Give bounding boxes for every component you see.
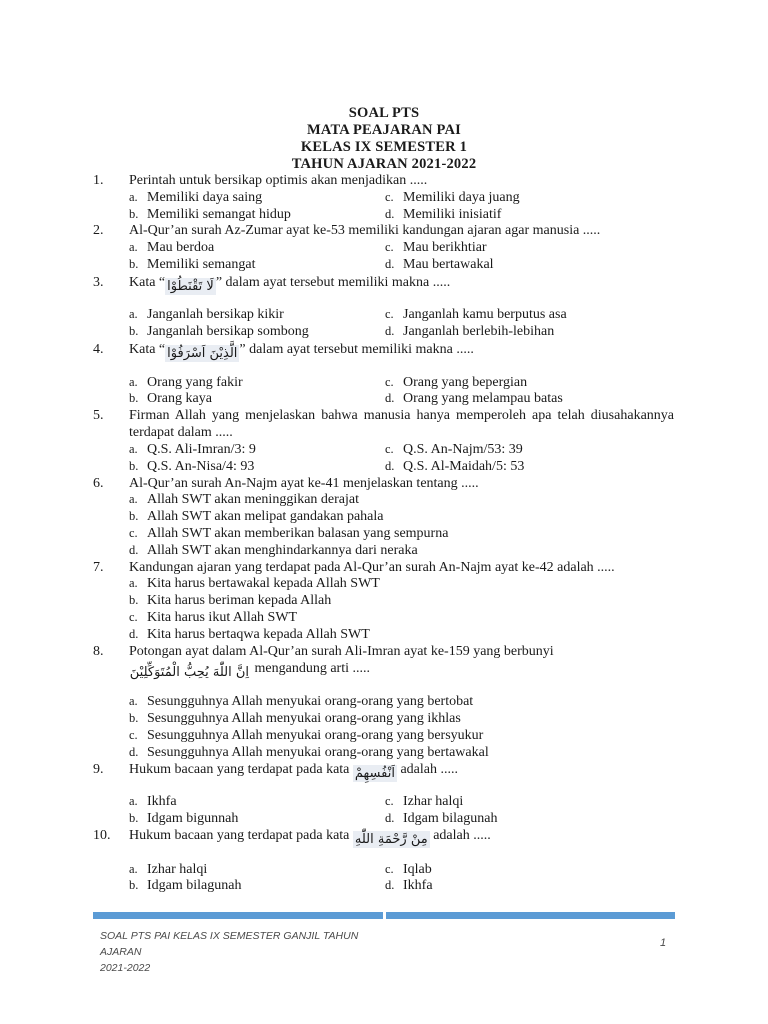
question-number: 2. [93,223,104,238]
option-d: d. Allah SWT akan menghindarkannya dari neraka [129,543,418,558]
option-b: b. Janganlah bersikap sombong [129,324,309,339]
question-number: 8. [93,644,104,659]
question-text: Hukum bacaan yang terdapat pada kata اَنْفُسِهِمْ adalah ..... [129,762,458,781]
option-b: b. Idgam bilagunah [129,878,242,893]
question-text: Al-Qur’an surah An-Najm ayat ke-41 menjelaskan tentang ..... [129,476,479,491]
option-a: a. Memiliki daya saing [129,190,263,205]
option-c: c. Iqlab [385,862,432,877]
option-c: c. Kita harus ikut Allah SWT [129,610,298,625]
option-b: b. Memiliki semangat hidup [129,207,291,222]
question-text: Kata “ لَا تَقْنَطُوْا ” dalam ayat tersebut memiliki makna ..... [129,275,451,294]
option-b: b. Kita harus beriman kepada Allah [129,593,332,608]
question-text: Hukum bacaan yang terdapat pada kata مِنْ رَّحْمَةِ اللّٰهِ adalah ..... [129,828,491,847]
option-d: d. Idgam bilagunah [385,811,498,826]
question-text: Kandungan ajaran yang terdapat pada Al-Qur’an surah An-Najm ayat ke-42 adalah ..... [129,560,615,575]
question-number: 4. [93,342,104,357]
question-number: 6. [93,476,104,491]
question-text: Al-Qur’an surah Az-Zumar ayat ke-53 memiliki kandungan ajaran agar manusia ..... [129,223,601,238]
arabic-phrase: الَّذِيْنَ اَسْرَفُوْا [167,346,238,361]
option-d: d. Q.S. Al-Maidah/5: 53 [385,459,525,474]
question-number: 1. [93,173,104,188]
title-line-2: MATA PEAJARAN PAI [306,122,462,138]
footer-line-2: 2021-2022 [100,962,151,974]
arabic-phrase: مِنْ رَّحْمَةِ اللّٰهِ [354,832,428,847]
option-c: c. Q.S. An-Najm/53: 39 [385,442,523,457]
question-number: 5. [93,408,104,423]
option-c: c. Mau berikhtiar [385,240,487,255]
page-number: 1 [660,937,667,949]
title-line-1: SOAL PTS [348,105,420,121]
arabic-phrase: اِنَّ اللّٰهَ يُحِبُّ الْمُتَوَكِّلِيْنَ [129,665,249,680]
option-d: d. Janganlah berlebih-lebihan [385,324,555,339]
option-b: b. Allah SWT akan melipat gandakan pahala [129,509,384,524]
option-a: a. Sesungguhnya Allah menyukai orang-orang yang bertobat [129,694,474,709]
option-c: c. Memiliki daya juang [385,190,520,205]
question-number: 10. [93,828,111,843]
footer-text [100,928,390,976]
option-a: a. Janganlah bersikap kikir [129,307,284,322]
option-b: b. Orang kaya [129,391,212,406]
option-b: b. Sesungguhnya Allah menyukai orang-orang yang ikhlas [129,711,461,726]
option-c: c. Allah SWT akan memberikan balasan yang sempurna [129,526,449,541]
option-d: d. Mau bertawakal [385,257,494,272]
option-d: d. Kita harus bertaqwa kepada Allah SWT [129,627,370,642]
question-text: Kata “ الَّذِيْنَ اَسْرَفُوْا ” dalam ayat tersebut memiliki makna ..... [129,342,474,361]
option-d: d. Sesungguhnya Allah menyukai orang-orang yang bertawakal [129,745,489,760]
title-line-4: TAHUN AJARAN 2021-2022 [291,156,477,172]
footer-divider-bar [93,912,675,919]
option-c: c. Izhar halqi [385,794,464,809]
option-a: a. Q.S. Ali-Imran/3: 9 [129,442,256,457]
option-c: c. Janganlah kamu berputus asa [385,307,567,322]
footer-line-1: SOAL PTS PAI KELAS IX SEMESTER GANJIL TAHUN AJARAN [100,930,359,958]
option-d: d. Ikhfa [385,878,433,893]
document-title [0,105,768,173]
question-text: Firman Allah yang menjelaskan bahwa manusia hanya memperoleh apa telah diusahakannya terdapat dalam ..... [129,408,674,440]
question-number: 9. [93,762,104,777]
question-number: 3. [93,275,104,290]
option-a: a. Ikhfa [129,794,177,809]
option-c: c. Orang yang bepergian [385,375,528,390]
option-b: b. Q.S. An-Nisa/4: 93 [129,459,255,474]
option-d: d. Memiliki inisiatif [385,207,502,222]
arabic-phrase: اَنْفُسِهِمْ [354,766,395,781]
option-a: a. Allah SWT akan meninggikan derajat [129,492,360,507]
option-c: c. Sesungguhnya Allah menyukai orang-orang yang bersyukur [129,728,484,743]
option-a: a. Izhar halqi [129,862,208,877]
question-text: Potongan ayat dalam Al-Qur’an surah Ali-Imran ayat ke-159 yang berbunyi [129,644,554,659]
question-text: Perintah untuk bersikap optimis akan menjadikan ..... [129,173,428,188]
option-a: a. Kita harus bertawakal kepada Allah SWT [129,576,380,591]
arabic-phrase: لَا تَقْنَطُوْا [167,279,214,294]
option-a: a. Orang yang fakir [129,375,243,390]
option-b: b. Memiliki semangat [129,257,256,272]
option-d: d. Orang yang melampau batas [385,391,563,406]
option-b: b. Idgam bigunnah [129,811,239,826]
title-line-3: KELAS IX SEMESTER 1 [300,139,468,155]
question-number: 7. [93,560,104,575]
option-a: a. Mau berdoa [129,240,215,255]
